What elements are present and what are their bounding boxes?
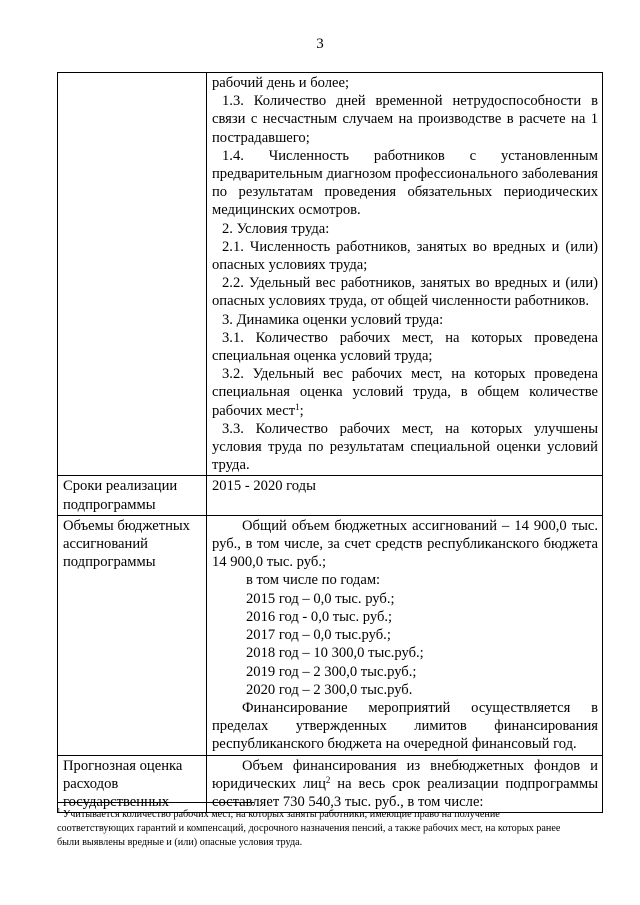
footnote-mark: 1 — [57, 807, 61, 815]
row-label-budget: Объемы бюджетных ассигнований подпрограммы — [58, 515, 207, 755]
indicators-cell — [207, 73, 603, 476]
budget-financing: Финансирование мероприятий осуществляется в пределах утвержденных лимитов финансирования республиканского бюджета на очередной финансовый год. — [212, 699, 598, 753]
indicator-paragraph: 2.1. Численность работников, занятых во вредных и (или) опасных условиях труда; — [212, 238, 598, 274]
forecast-text — [212, 757, 598, 812]
indicator-paragraph: 1.3. Количество дней временной нетрудоспособности в связи с несчастным случаем на производстве в расчете на 1 пострадавшего; — [212, 93, 598, 146]
row-label-terms: Сроки реализации подпрограммы — [58, 476, 207, 515]
forecast-text-after: на весь срок реализации подпрограммы составляет 730 540,3 тыс. руб., в том числе: — [212, 775, 598, 810]
budget-year-line: 2018 год – 10 300,0 тыс.руб.; — [246, 645, 424, 662]
footnote-ref: 2 — [325, 774, 331, 785]
budget-year-line: 2016 год - 0,0 тыс. руб.; — [246, 608, 393, 625]
indicator-paragraph: 3.1. Количество рабочих мест, на которых проведена специальная оценка условий труда; — [212, 329, 598, 365]
indicator-paragraph: 1.4. Численность работников с установленным предварительным диагнозом профессионального заболевания по результатам проведения обязательных периодических медицинских осмотров. — [212, 147, 598, 219]
table-row-terms — [58, 476, 603, 515]
indicator-paragraph: 3.3. Количество рабочих мест, на которых улучшены условия труда по результатам специальной оценки условий труда. — [212, 420, 598, 474]
table-row-forecast — [58, 755, 603, 813]
budget-year-line: 2017 год – 0,0 тыс.руб.; — [246, 627, 391, 644]
indicator-paragraph: рабочий день и более; — [212, 75, 350, 91]
forecast-text-before: Объем финансирования из внебюджетных фондов и юридических лиц — [212, 757, 598, 792]
indicator-paragraph: 2. Условия труда: — [222, 220, 330, 237]
table-row-budget — [58, 515, 603, 755]
footnote-separator — [57, 802, 254, 803]
page-number: 3 — [316, 36, 324, 52]
budget-intro: Общий объем бюджетных ассигнований – 14 900,0 тыс. руб., в том числе, за счет средств республиканского бюджета 14 900,0 тыс. руб.; — [212, 517, 598, 571]
budget-year-line: 2015 год – 0,0 тыс. руб.; — [246, 590, 395, 607]
indicator-paragraph: 2.2. Удельный вес работников, занятых во вредных и (или) опасных условиях труда, от общей численности работников. — [212, 275, 598, 310]
budget-by-years-label: в том числе по годам: — [246, 572, 381, 589]
indicator-punct: ; — [299, 402, 304, 419]
terms-value: 2015 - 2020 годы — [207, 476, 603, 515]
footnote-text: Учитывается количество рабочих мест, на которых заняты работники, имеющие право на получение соответствующих гарантий и компенсаций, досрочного назначения пенсий, а также рабочих мест, на которых ранее были выявлены вредные и (или) опасные условия труда. — [57, 809, 561, 848]
forecast-cell — [207, 755, 603, 813]
budget-year-line: 2020 год – 2 300,0 тыс.руб. — [246, 681, 413, 698]
footnote-ref: 1 — [295, 401, 300, 412]
footnote — [57, 808, 577, 849]
program-passport-table — [57, 72, 603, 813]
budget-year-line: 2019 год – 2 300,0 тыс.руб.; — [246, 663, 417, 680]
indicator-paragraph — [212, 365, 598, 420]
table-row-indicators — [58, 73, 603, 476]
indicator-text: 3.2. Удельный вес рабочих мест, на которых проведена специальная оценка условий труда, в общем количестве рабочих мест — [212, 366, 598, 419]
indicator-paragraph: 3. Динамика оценки условий труда: — [222, 311, 444, 328]
budget-cell — [207, 515, 603, 755]
row-label-forecast: Прогнозная оценка расходов государственных — [58, 755, 207, 813]
row-label-empty — [58, 73, 207, 476]
